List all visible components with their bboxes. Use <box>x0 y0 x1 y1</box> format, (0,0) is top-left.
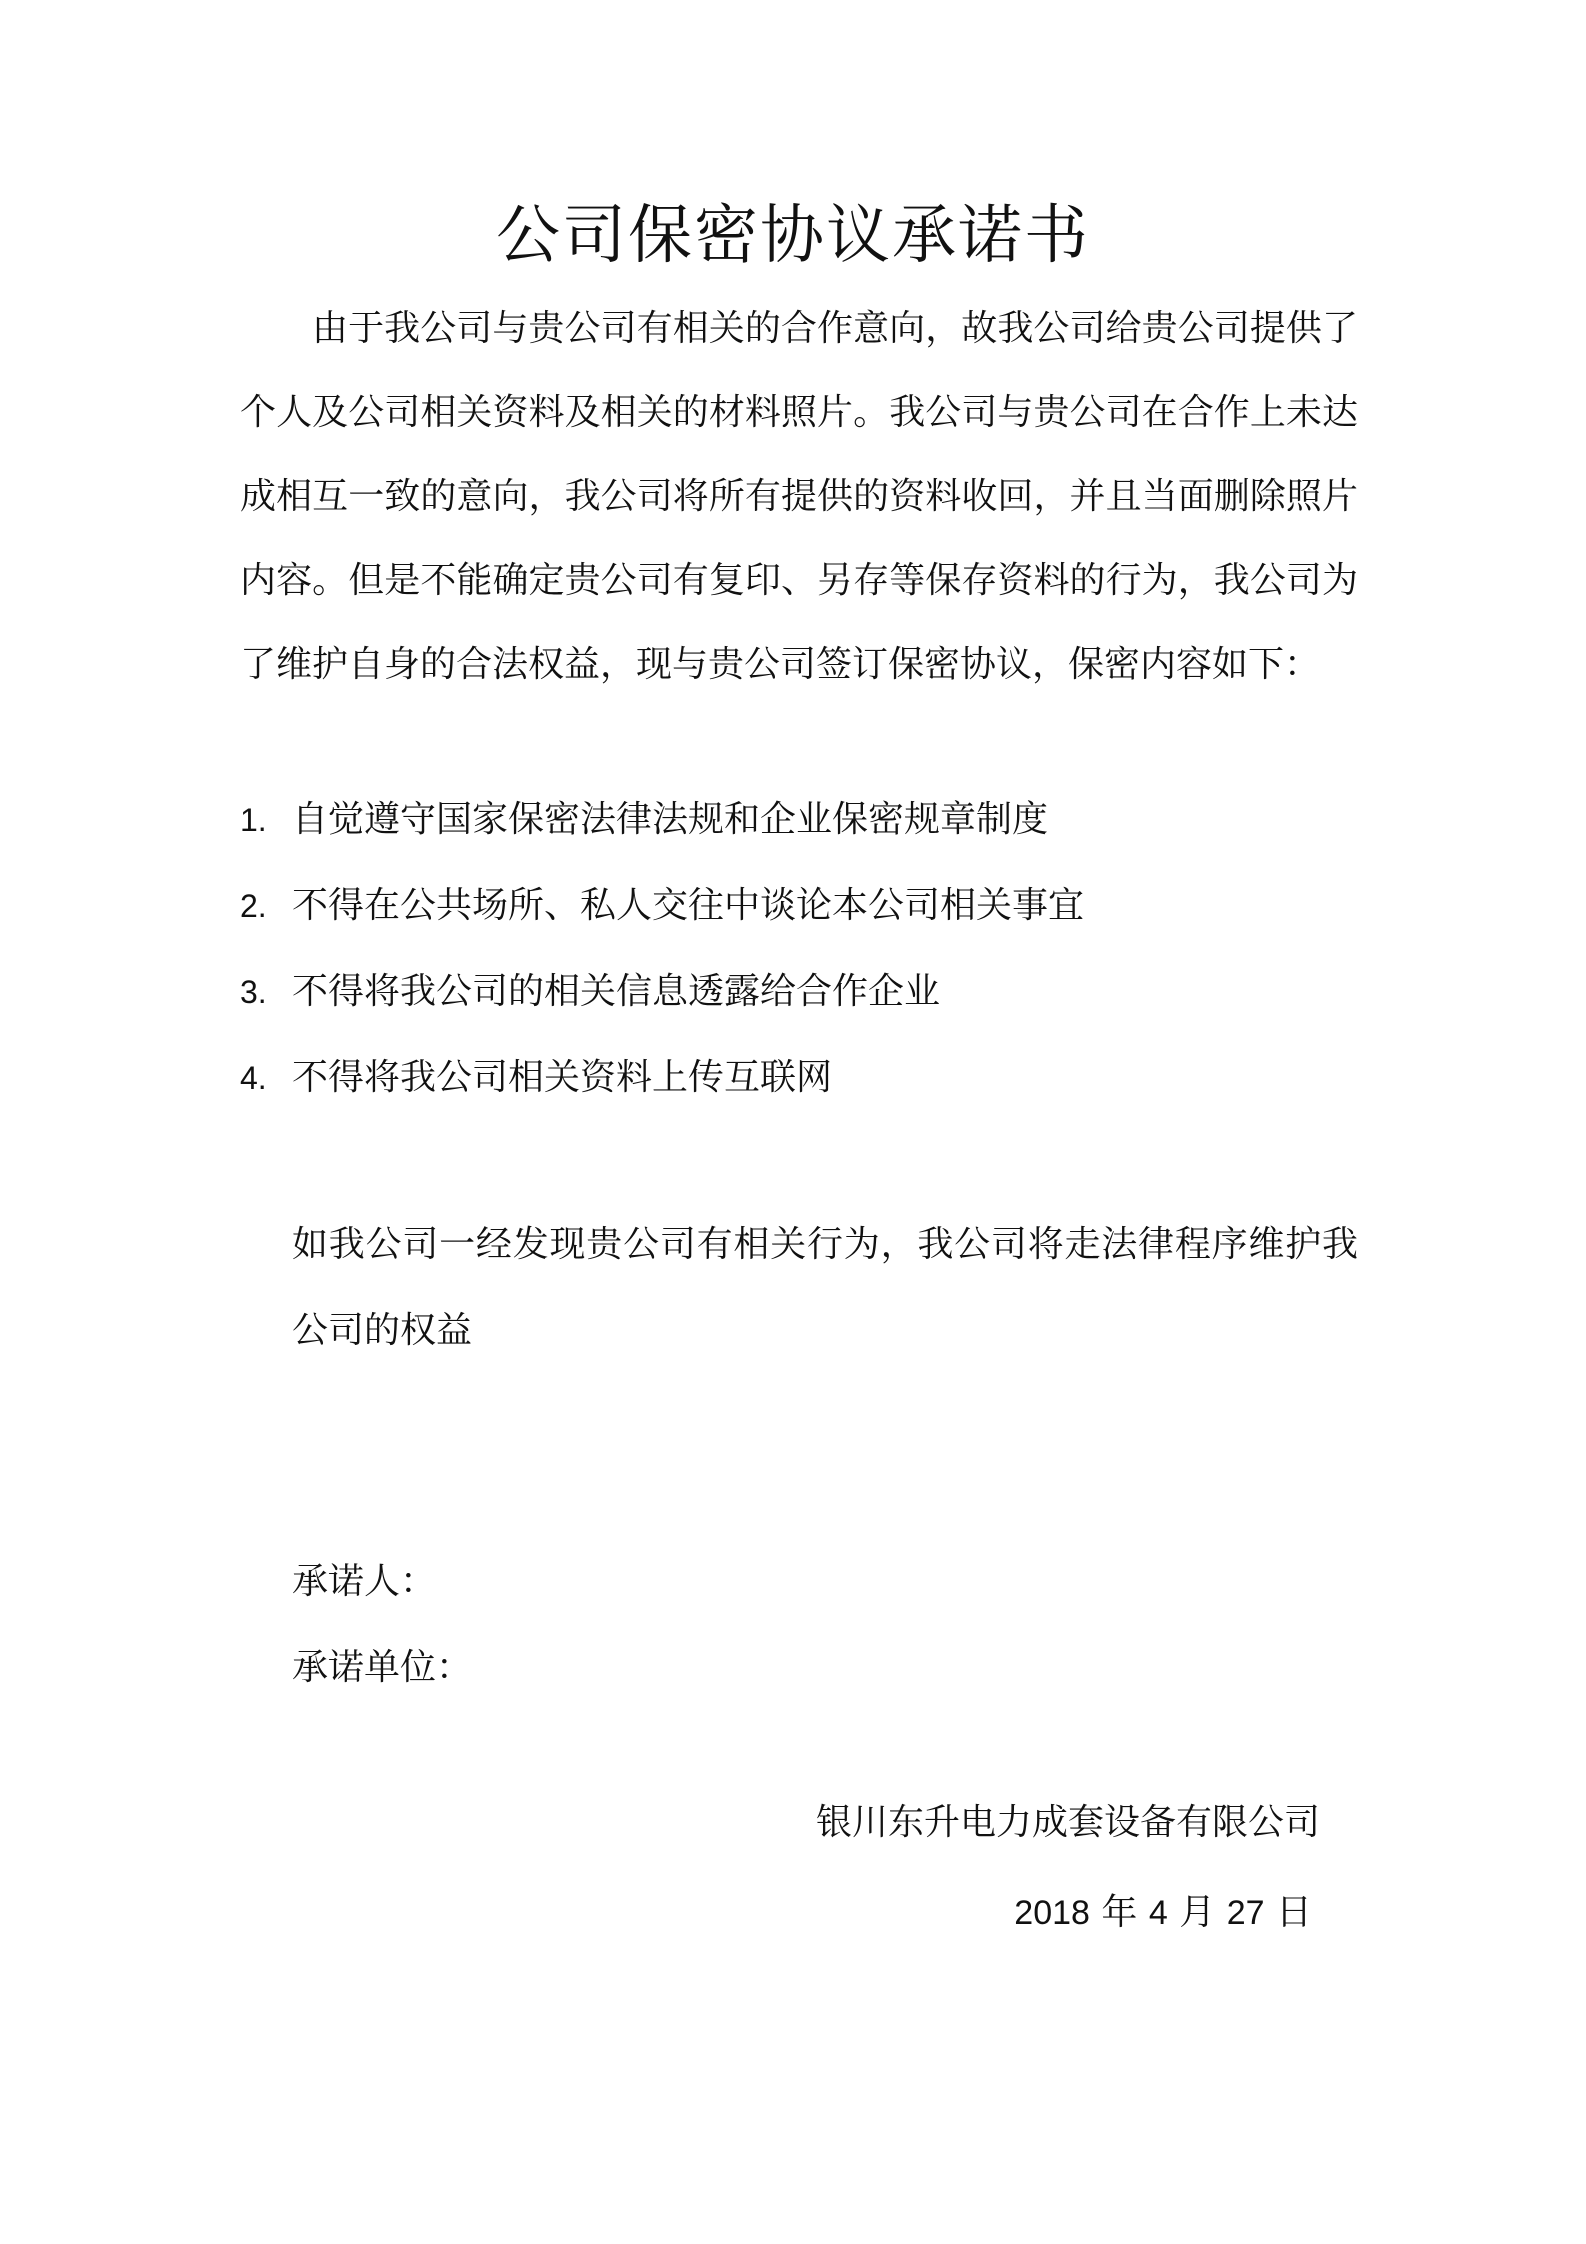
list-item <box>240 1035 1084 1121</box>
list-item-text: 不得在公共场所、私人交往中谈论本公司相关事宜 <box>292 885 1085 926</box>
date-day: 27 <box>1226 1894 1265 1932</box>
promisor-label: 承诺人： <box>292 1561 437 1602</box>
list-item-text: 自觉遵守国家保密法律法规和企业保密规章制度 <box>292 799 1049 840</box>
date-month: 4 <box>1148 1894 1168 1932</box>
company-name: 银川东升电力成套设备有限公司 <box>815 1802 1320 1843</box>
list-item-number: 3. <box>240 974 267 1010</box>
list-item-number: 4. <box>240 1060 267 1096</box>
signing-date <box>1014 1888 1312 1938</box>
confidentiality-terms-list <box>240 777 1084 1121</box>
date-year-unit: 年 <box>1101 1892 1138 1933</box>
date-day-unit: 日 <box>1275 1892 1312 1933</box>
date-month-unit: 月 <box>1179 1892 1216 1933</box>
list-item-text: 不得将我公司的相关信息透露给合作企业 <box>292 971 941 1012</box>
list-item <box>240 863 1084 949</box>
list-item <box>240 949 1084 1035</box>
list-item-number: 2. <box>240 888 267 924</box>
promisor-unit-label: 承诺单位： <box>292 1647 473 1688</box>
list-item-number: 1. <box>240 802 267 838</box>
intro-paragraph: 由于我公司与贵公司有相关的合作意向，故我公司给贵公司提供了个人及公司相关资料及相关的材料照片。我公司与贵公司在合作上未达成相互一致的意向，我公司将所有提供的资料收回，并且当面删除照片内容。但是不能确定贵公司有复印、另存等保存资料的行为，我公司为了维护自身的合法权益，现与贵公司签订保密协议，保密内容如下： <box>240 308 1358 685</box>
list-item <box>240 777 1084 863</box>
document-title: 公司保密协议承诺书 <box>496 199 1090 273</box>
date-year: 2018 <box>1014 1894 1090 1932</box>
closing-statement: 如我公司一经发现贵公司有相关行为，我公司将走法律程序维护我公司的权益 <box>292 1224 1358 1351</box>
list-item-text: 不得将我公司相关资料上传互联网 <box>292 1057 833 1098</box>
